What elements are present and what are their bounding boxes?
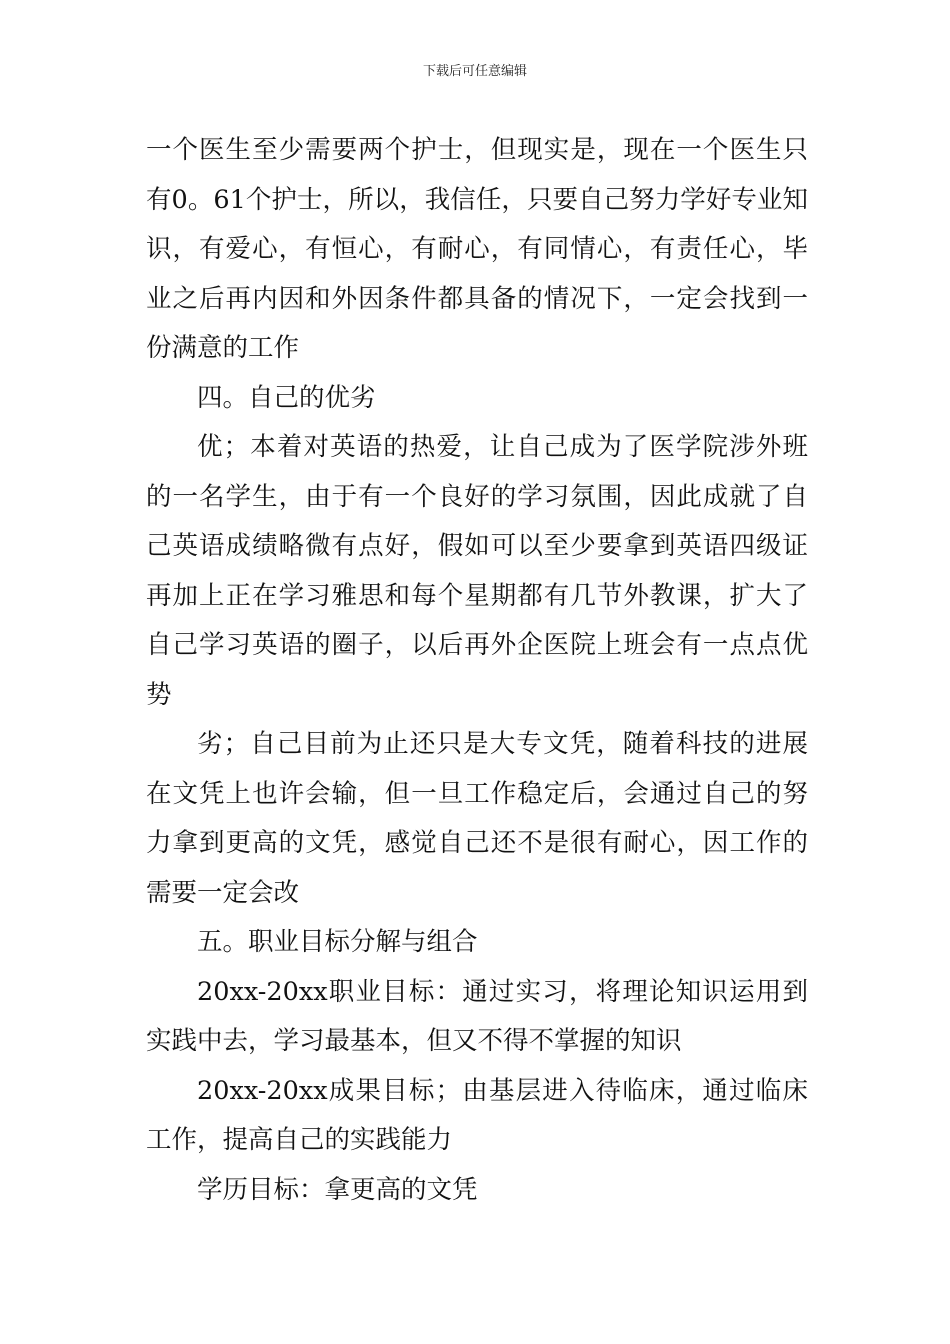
- paragraph-continuation: 一个医生至少需要两个护士，但现实是，现在一个医生只有0。61个护士，所以，我信任，只要自己努力学好专业知识，有爱心，有恒心，有耐心，有同情心，有责任心，毕业之后再内因和外因条件都具备的情况下，一定会找到一份满意的工作: [146, 135, 808, 363]
- paragraph-career-goal: 20xx-20xx职业目标：通过实习，将理论知识运用到实践中去，学习最基本，但又不得不掌握的知识: [146, 976, 808, 1056]
- paragraph-strengths: 优；本着对英语的热爱，让自己成为了医学院涉外班的一名学生，由于有一个良好的学习氛围，因此成就了自己英语成绩略微有点好，假如可以至少要拿到英语四级证再加上正在学习雅思和每个星期都有几节外教课，扩大了自己学习英语的圈子，以后再外企医院上班会有一点点优势: [146, 432, 808, 710]
- page-header-note: 下载后可任意编辑: [422, 64, 527, 79]
- document-body: [146, 126, 808, 1215]
- paragraph-achievement-goal: 20xx-20xx成果目标；由基层进入待临床，通过临床工作，提高自己的实践能力: [146, 1075, 808, 1155]
- paragraph-weaknesses: 劣；自己目前为止还只是大专文凭，随着科技的进展在文凭上也许会输，但一旦工作稳定后，会通过自己的努力拿到更高的文凭，感觉自己还不是很有耐心，因工作的需要一定会改: [146, 729, 808, 908]
- paragraph-education-goal: 学历目标：拿更高的文凭: [197, 1174, 478, 1205]
- section-heading-career-goals: 五。职业目标分解与组合: [197, 927, 478, 957]
- section-heading-strengths-weaknesses: 四。自己的优劣: [197, 382, 376, 413]
